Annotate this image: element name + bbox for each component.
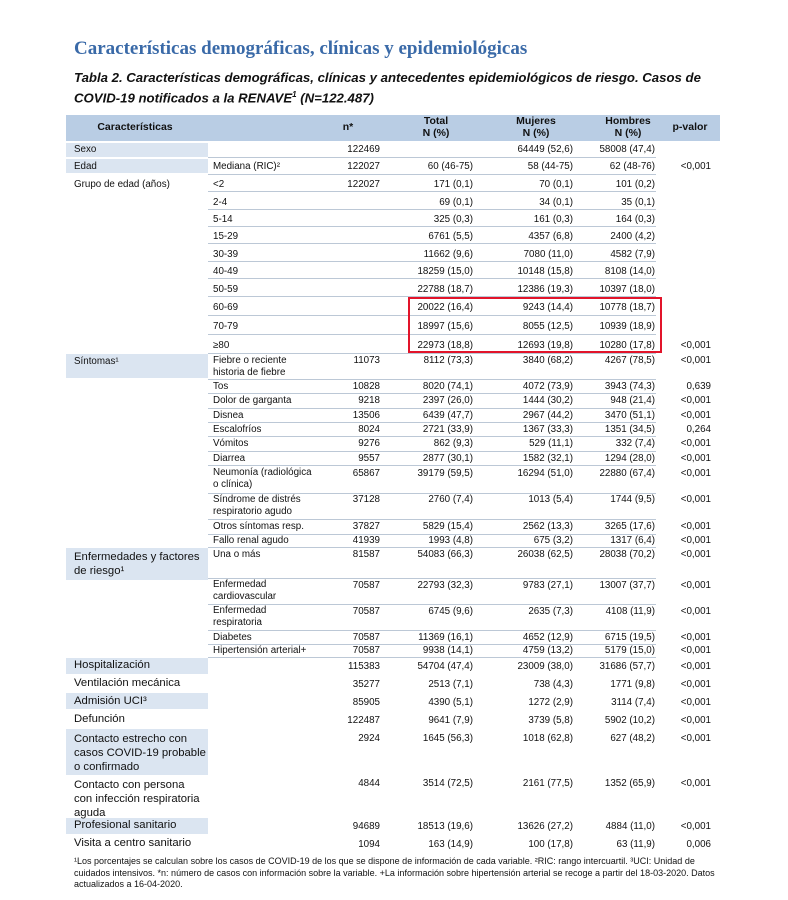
- cell-pvalue: <0,001: [680, 715, 711, 726]
- cell-women: 2635 (7,3): [528, 606, 573, 617]
- cell-pvalue: <0,001: [680, 468, 711, 479]
- cell-men: 332 (7,4): [615, 438, 655, 449]
- cell-men: 22880 (67,4): [599, 468, 655, 479]
- cell-sub: Síndrome de distrés respiratorio agudo: [213, 494, 301, 517]
- cell-total: 69 (0,1): [439, 197, 473, 208]
- cell-total: 9641 (7,9): [428, 715, 473, 726]
- cell-men: 6715 (19,5): [604, 632, 655, 643]
- cell-sub: 40-49: [213, 266, 239, 277]
- cell-n: 8024: [358, 424, 380, 435]
- cell-women: 2161 (77,5): [522, 778, 573, 789]
- cell-women: 3840 (68,2): [522, 355, 573, 366]
- table-header: [66, 115, 720, 141]
- cell-sub: 50-59: [213, 284, 239, 295]
- cell-men: 3943 (74,3): [604, 381, 655, 392]
- cell-women: 2967 (44,2): [522, 410, 573, 421]
- cell-women: 70 (0,1): [539, 179, 573, 190]
- cell-pvalue: <0,001: [680, 549, 711, 560]
- cell-women: 529 (11,1): [529, 438, 573, 449]
- cell-total: 3514 (72,5): [422, 778, 473, 789]
- cell-women: 1013 (5,4): [528, 494, 573, 505]
- cell-women: 2562 (13,3): [522, 521, 573, 532]
- cell-sub: ≥80: [213, 340, 230, 351]
- header-n: n*: [342, 121, 354, 133]
- cell-total: 54083 (66,3): [417, 549, 473, 560]
- cell-sub: 70-79: [213, 321, 239, 332]
- cell-total: 163 (14,9): [428, 839, 473, 850]
- header-men: Hombres N (%): [605, 115, 651, 139]
- cell-pvalue: <0,001: [680, 821, 711, 832]
- cell-women: 1272 (2,9): [528, 697, 573, 708]
- row-label: Defunción: [74, 713, 125, 725]
- cell-men: 5902 (10,2): [604, 715, 655, 726]
- cell-total: 11662 (9,6): [423, 249, 473, 260]
- cell-n: 9218: [358, 395, 380, 406]
- cell-men: 4108 (11,9): [605, 606, 655, 617]
- cell-pvalue: <0,001: [680, 733, 711, 744]
- cell-total: 6761 (5,5): [428, 231, 473, 242]
- cell-n: 70587: [352, 632, 380, 643]
- cell-pvalue: <0,001: [680, 453, 711, 464]
- cell-men: 1351 (34,5): [604, 424, 655, 435]
- cell-men: 31686 (57,7): [599, 661, 655, 672]
- cell-sub: Fiebre o reciente historia de fiebre: [213, 355, 287, 378]
- cell-total: 18513 (19,6): [417, 821, 473, 832]
- cell-women: 3739 (5,8): [528, 715, 573, 726]
- cell-pvalue: 0,006: [686, 839, 711, 850]
- cell-women: 64449 (52,6): [517, 144, 573, 155]
- cell-sub: Fallo renal agudo: [213, 535, 289, 546]
- cell-total: 2513 (7,1): [428, 679, 473, 690]
- cell-men: 10778 (18,7): [599, 302, 655, 313]
- cell-total: 4390 (5,1): [428, 697, 473, 708]
- cell-sub: Diarrea: [213, 453, 246, 464]
- cell-pvalue: <0,001: [680, 340, 711, 351]
- cell-n: 41939: [352, 535, 380, 546]
- cell-pvalue: <0,001: [680, 521, 711, 532]
- cell-pvalue: <0,001: [680, 778, 711, 789]
- cell-women: 34 (0,1): [539, 197, 573, 208]
- cell-sub: Una o más: [213, 549, 261, 560]
- cell-total: 325 (0,3): [433, 214, 473, 225]
- cell-pvalue: <0,001: [680, 494, 711, 505]
- cell-men: 4884 (11,0): [605, 821, 655, 832]
- cell-men: 1352 (65,9): [604, 778, 655, 789]
- cell-men: 627 (48,2): [610, 733, 655, 744]
- cell-n: 81587: [352, 549, 380, 560]
- cell-n: 122027: [347, 161, 380, 172]
- cell-total: 2721 (33,9): [422, 424, 473, 435]
- cell-pvalue: <0,001: [680, 438, 711, 449]
- footnote: ¹Los porcentajes se calculan sobre los casos de COVID-19 de los que se dispone de información de cada variable. ²RIC: rango intercuartil. ³UCI: Unidad de cuidados intensivos. *n: número de casos con información sobre la variable. +La información sobre hipertensión arterial se recoge a partir del 18-03-2020. Datos actualizados a 16-04-2020.: [74, 856, 715, 889]
- cell-women: 12386 (19,3): [517, 284, 573, 295]
- cell-men: 10397 (18,0): [599, 284, 655, 295]
- cell-sub: <2: [213, 179, 225, 190]
- cell-total: 18259 (15,0): [417, 266, 473, 277]
- cell-pvalue: <0,001: [680, 697, 711, 708]
- cell-men: 101 (0,2): [615, 179, 655, 190]
- cell-men: 35 (0,1): [621, 197, 655, 208]
- cell-total: 1645 (56,3): [422, 733, 473, 744]
- cell-pvalue: <0,001: [680, 632, 711, 643]
- cell-men: 164 (0,3): [615, 214, 655, 225]
- cell-pvalue: 0,639: [686, 381, 711, 392]
- cell-women: 9243 (14,4): [522, 302, 573, 313]
- cell-n: 2924: [358, 733, 380, 744]
- cell-total: 2397 (26,0): [422, 395, 473, 406]
- cell-sub: Hipertensión arterial+: [213, 645, 307, 656]
- cell-men: 10939 (18,9): [599, 321, 655, 332]
- cell-women: 10148 (15,8): [517, 266, 573, 277]
- cell-total: 8112 (73,3): [423, 355, 473, 366]
- cell-men: 1294 (28,0): [604, 453, 655, 464]
- cell-n: 122487: [347, 715, 380, 726]
- row-label: Grupo de edad (años): [74, 179, 170, 190]
- cell-pvalue: <0,001: [680, 580, 711, 591]
- header-total: Total N (%): [422, 115, 450, 139]
- cell-women: 9783 (27,1): [522, 580, 573, 591]
- cell-men: 4582 (7,9): [610, 249, 655, 260]
- cell-men: 5179 (15,0): [604, 645, 655, 656]
- cell-n: 122469: [347, 144, 380, 155]
- cell-total: 22973 (18,8): [417, 340, 473, 351]
- cell-women: 738 (4,3): [533, 679, 573, 690]
- row-label: Visita a centro sanitario: [74, 837, 192, 849]
- cell-n: 70587: [352, 606, 380, 617]
- cell-men: 63 (11,9): [616, 839, 655, 850]
- cell-men: 28038 (70,2): [599, 549, 655, 560]
- cell-n: 85905: [352, 697, 380, 708]
- cell-men: 2400 (4,2): [610, 231, 655, 242]
- cell-n: 9557: [358, 453, 380, 464]
- highlight-box: [408, 297, 662, 353]
- cell-women: 675 (3,2): [533, 535, 573, 546]
- cell-men: 3114 (7,4): [611, 697, 655, 708]
- cell-women: 23009 (38,0): [517, 661, 573, 672]
- cell-men: 3265 (17,6): [604, 521, 655, 532]
- cell-n: 9276: [358, 438, 380, 449]
- cell-women: 58 (44-75): [527, 161, 573, 172]
- cell-sub: 2-4: [213, 197, 228, 208]
- cell-men: 4267 (78,5): [604, 355, 655, 366]
- cell-women: 12693 (19,8): [517, 340, 573, 351]
- cell-men: 1771 (9,8): [610, 679, 655, 690]
- cell-n: 70587: [352, 580, 380, 591]
- cell-women: 161 (0,3): [533, 214, 573, 225]
- cell-men: 58008 (47,4): [599, 144, 655, 155]
- cell-n: 4844: [358, 778, 380, 789]
- cell-women: 4759 (13,2): [522, 645, 573, 656]
- cell-women: 1582 (32,1): [522, 453, 573, 464]
- cell-sub: Diabetes: [213, 632, 252, 643]
- cell-men: 8108 (14,0): [604, 266, 655, 277]
- cell-sub: 60-69: [213, 302, 239, 313]
- row-label: Contacto con persona con infección respiratoria aguda: [74, 779, 200, 819]
- row-label: Enfermedades y factores de riesgo¹: [74, 551, 200, 577]
- cell-women: 8055 (12,5): [522, 321, 573, 332]
- cell-women: 100 (17,8): [528, 839, 573, 850]
- cell-total: 9938 (14,1): [422, 645, 473, 656]
- cell-women: 1018 (62,8): [522, 733, 573, 744]
- cell-total: 18997 (15,6): [417, 321, 473, 332]
- cell-women: 13626 (27,2): [517, 821, 573, 832]
- cell-n: 35277: [352, 679, 380, 690]
- cell-men: 1317 (6,4): [610, 535, 655, 546]
- cell-men: 10280 (17,8): [599, 340, 655, 351]
- row-label: Ventilación mecánica: [74, 677, 181, 689]
- cell-sub: Dolor de garganta: [213, 395, 292, 406]
- cell-sub: 15-29: [213, 231, 239, 242]
- cell-women: 16294 (51,0): [517, 468, 573, 479]
- row-label: Contacto estrecho con casos COVID-19 probable o confirmado: [74, 733, 206, 773]
- cell-total: 54704 (47,4): [417, 661, 473, 672]
- cell-n: 1094: [358, 839, 380, 850]
- header-women: Mujeres N (%): [516, 115, 556, 139]
- cell-n: 10828: [352, 381, 380, 392]
- table-caption: Tabla 2. Características demográficas, clínicas y antecedentes epidemiológicos de riesgo. Casos de COVID-19 notificados a la RENAVE$^1$ (N=122.487): [74, 70, 701, 106]
- row-label: Sexo: [74, 144, 97, 155]
- cell-men: 3470 (51,1): [604, 410, 655, 421]
- cell-total: 8020 (74,1): [422, 381, 473, 392]
- cell-sub: Tos: [213, 381, 229, 392]
- header-pvalue: p-valor: [672, 121, 708, 133]
- cell-pvalue: 0,264: [686, 424, 711, 435]
- cell-women: 4072 (73,9): [522, 381, 573, 392]
- cell-men: 62 (48-76): [609, 161, 655, 172]
- cell-pvalue: <0,001: [680, 395, 711, 406]
- cell-total: 22793 (32,3): [417, 580, 473, 591]
- cell-total: 60 (46-75): [427, 161, 473, 172]
- cell-women: 4357 (6,8): [528, 231, 573, 242]
- cell-n: 11073: [353, 355, 380, 366]
- cell-women: 7080 (11,0): [523, 249, 573, 260]
- cell-sub: Vómitos: [213, 438, 249, 449]
- cell-pvalue: <0,001: [680, 355, 711, 366]
- section-title: Características demográficas, clínicas y epidemiológicas: [74, 38, 528, 59]
- cell-n: 70587: [352, 645, 380, 656]
- cell-pvalue: <0,001: [680, 535, 711, 546]
- cell-women: 1367 (33,3): [522, 424, 573, 435]
- cell-pvalue: <0,001: [680, 606, 711, 617]
- row-label: Admisión UCI³: [74, 695, 147, 707]
- cell-total: 39179 (59,5): [417, 468, 473, 479]
- row-label: Síntomas¹: [74, 356, 119, 367]
- cell-men: 1744 (9,5): [610, 494, 655, 505]
- cell-women: 4652 (12,9): [522, 632, 573, 643]
- cell-sub: Disnea: [213, 410, 244, 421]
- cell-total: 5829 (15,4): [422, 521, 473, 532]
- cell-women: 1444 (30,2): [522, 395, 573, 406]
- cell-pvalue: <0,001: [680, 661, 711, 672]
- cell-n: 115383: [348, 661, 380, 672]
- cell-sub: 30-39: [213, 249, 239, 260]
- cell-total: 6439 (47,7): [422, 410, 473, 421]
- cell-men: 948 (21,4): [610, 395, 655, 406]
- cell-sub: Enfermedad cardiovascular: [213, 579, 277, 602]
- cell-sub: Escalofríos: [213, 424, 262, 435]
- cell-n: 122027: [347, 179, 380, 190]
- cell-total: 20022 (16,4): [417, 302, 473, 313]
- cell-n: 37128: [352, 494, 380, 505]
- header-characteristics: Características: [97, 121, 173, 133]
- cell-n: 94689: [352, 821, 380, 832]
- cell-total: 862 (9,3): [433, 438, 473, 449]
- cell-n: 13506: [352, 410, 380, 421]
- cell-total: 2877 (30,1): [422, 453, 473, 464]
- cell-pvalue: <0,001: [680, 679, 711, 690]
- cell-men: 13007 (37,7): [599, 580, 655, 591]
- cell-pvalue: <0,001: [680, 161, 711, 172]
- row-label: Profesional sanitario: [74, 819, 177, 831]
- row-label: Hospitalización: [74, 659, 150, 671]
- row-label: Edad: [74, 161, 97, 172]
- cell-sub: Neumonía (radiológica o clínica): [213, 467, 312, 490]
- cell-pvalue: <0,001: [680, 410, 711, 421]
- cell-total: 171 (0,1): [433, 179, 473, 190]
- cell-sub: Mediana (RIC)²: [213, 161, 280, 172]
- cell-total: 22788 (18,7): [417, 284, 473, 295]
- cell-total: 6745 (9,6): [428, 606, 473, 617]
- cell-sub: Otros síntomas resp.: [213, 521, 304, 532]
- cell-total: 1993 (4,8): [428, 535, 473, 546]
- cell-total: 11369 (16,1): [418, 632, 473, 643]
- cell-n: 37827: [352, 521, 380, 532]
- cell-sub: Enfermedad respiratoria: [213, 605, 267, 628]
- cell-women: 26038 (62,5): [517, 549, 573, 560]
- cell-n: 65867: [352, 468, 380, 479]
- cell-pvalue: <0,001: [680, 645, 711, 656]
- cell-total: 2760 (7,4): [428, 494, 473, 505]
- cell-sub: 5-14: [213, 214, 233, 225]
